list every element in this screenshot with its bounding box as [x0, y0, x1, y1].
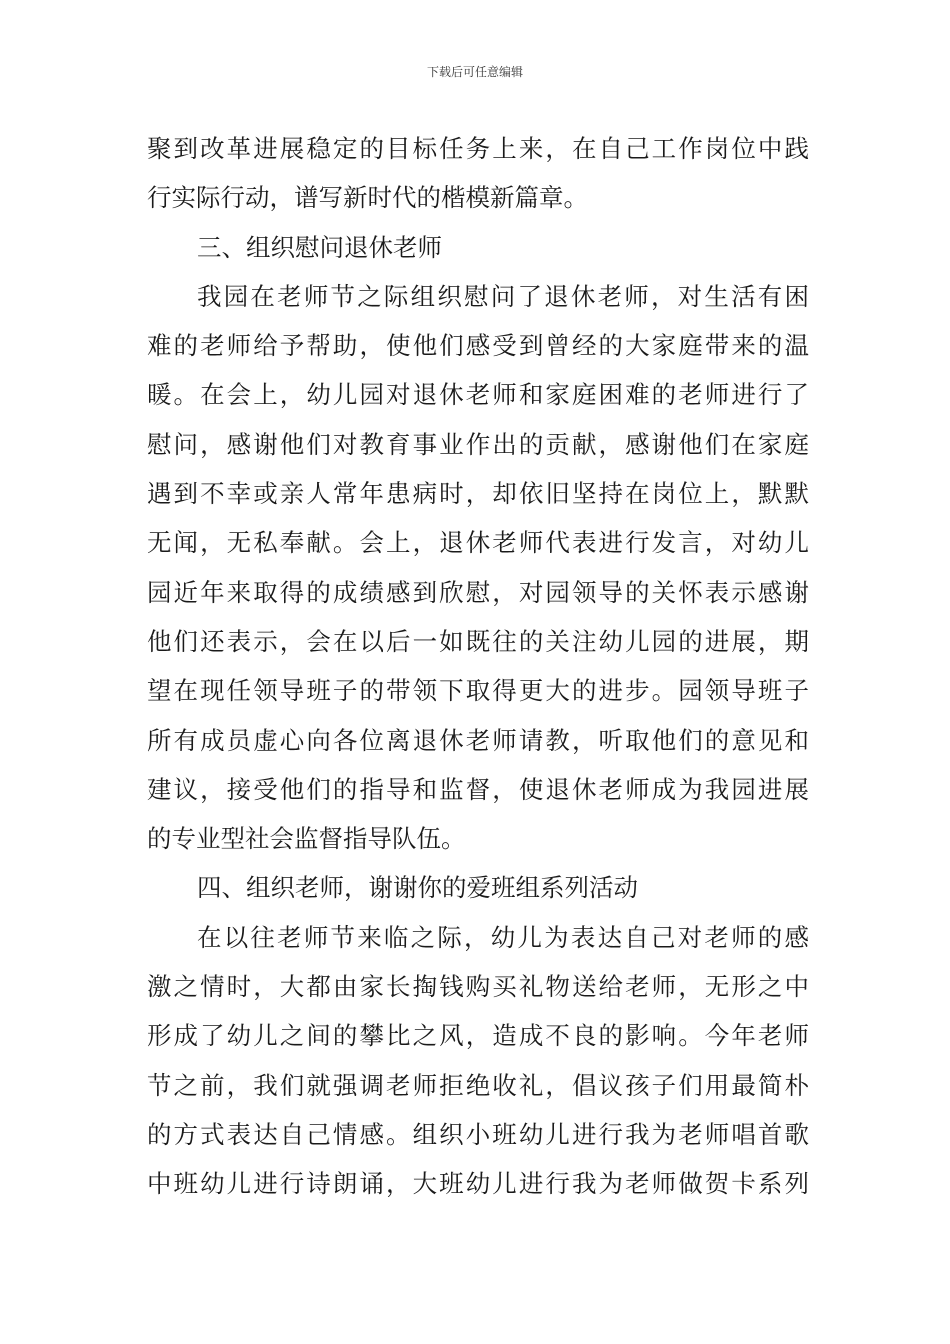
text-line: 聚到改革进展稳定的目标任务上来，在自己工作岗位中践	[147, 134, 809, 163]
text-line: 形成了幼儿之间的攀比之风，造成不良的影响。今年老师	[147, 1021, 809, 1051]
text-line: 我园在老师节之际组织慰问了退休老师，对生活有困	[197, 281, 809, 311]
text-line: 节之前，我们就强调老师拒绝收礼，倡议孩子们用最简朴	[147, 1070, 809, 1100]
text-line: 他们还表示，会在以后一如既往的关注幼儿园的进展，期	[147, 626, 809, 656]
text-line: 暖。在会上，幼儿园对退休老师和家庭困难的老师进行了	[147, 380, 809, 410]
text-line: 的专业型社会监督指导队伍。	[147, 824, 466, 854]
text-line: 慰问，感谢他们对教育事业作出的贡献，感谢他们在家庭	[147, 429, 809, 459]
text-line: 行实际行动，谱写新时代的楷模新篇章。	[147, 183, 588, 213]
section-heading: 四、组织老师，谢谢你的爱班组系列活动	[197, 873, 638, 903]
text-line: 所有成员虚心向各位离退休老师请教，听取他们的意见和	[147, 725, 809, 755]
text-line: 建议，接受他们的指导和监督，使退休老师成为我园进展	[147, 774, 809, 804]
text-line: 遇到不幸或亲人常年患病时，却依旧坚持在岗位上，默默	[147, 479, 809, 509]
text-line: 园近年来取得的成绩感到欣慰，对园领导的关怀表示感谢	[147, 577, 809, 607]
text-line: 中班幼儿进行诗朗诵，大班幼儿进行我为老师做贺卡系列	[147, 1169, 809, 1199]
text-line: 无闻，无私奉献。会上，退休老师代表进行发言，对幼儿	[147, 528, 809, 558]
text-line: 激之情时，大都由家长掏钱购买礼物送给老师，无形之中	[147, 972, 809, 1002]
text-line: 望在现任领导班子的带领下取得更大的进步。园领导班子	[147, 676, 809, 706]
text-line: 难的老师给予帮助，使他们感受到曾经的大家庭带来的温	[147, 331, 809, 361]
text-line: 的方式表达自己情感。组织小班幼儿进行我为老师唱首歌	[147, 1119, 809, 1149]
section-heading: 三、组织慰问退休老师	[197, 232, 442, 262]
text-line: 在以往老师节来临之际，幼儿为表达自己对老师的感	[197, 922, 809, 952]
document-body	[147, 124, 809, 1209]
page-header: 下载后可任意编辑	[426, 65, 523, 79]
